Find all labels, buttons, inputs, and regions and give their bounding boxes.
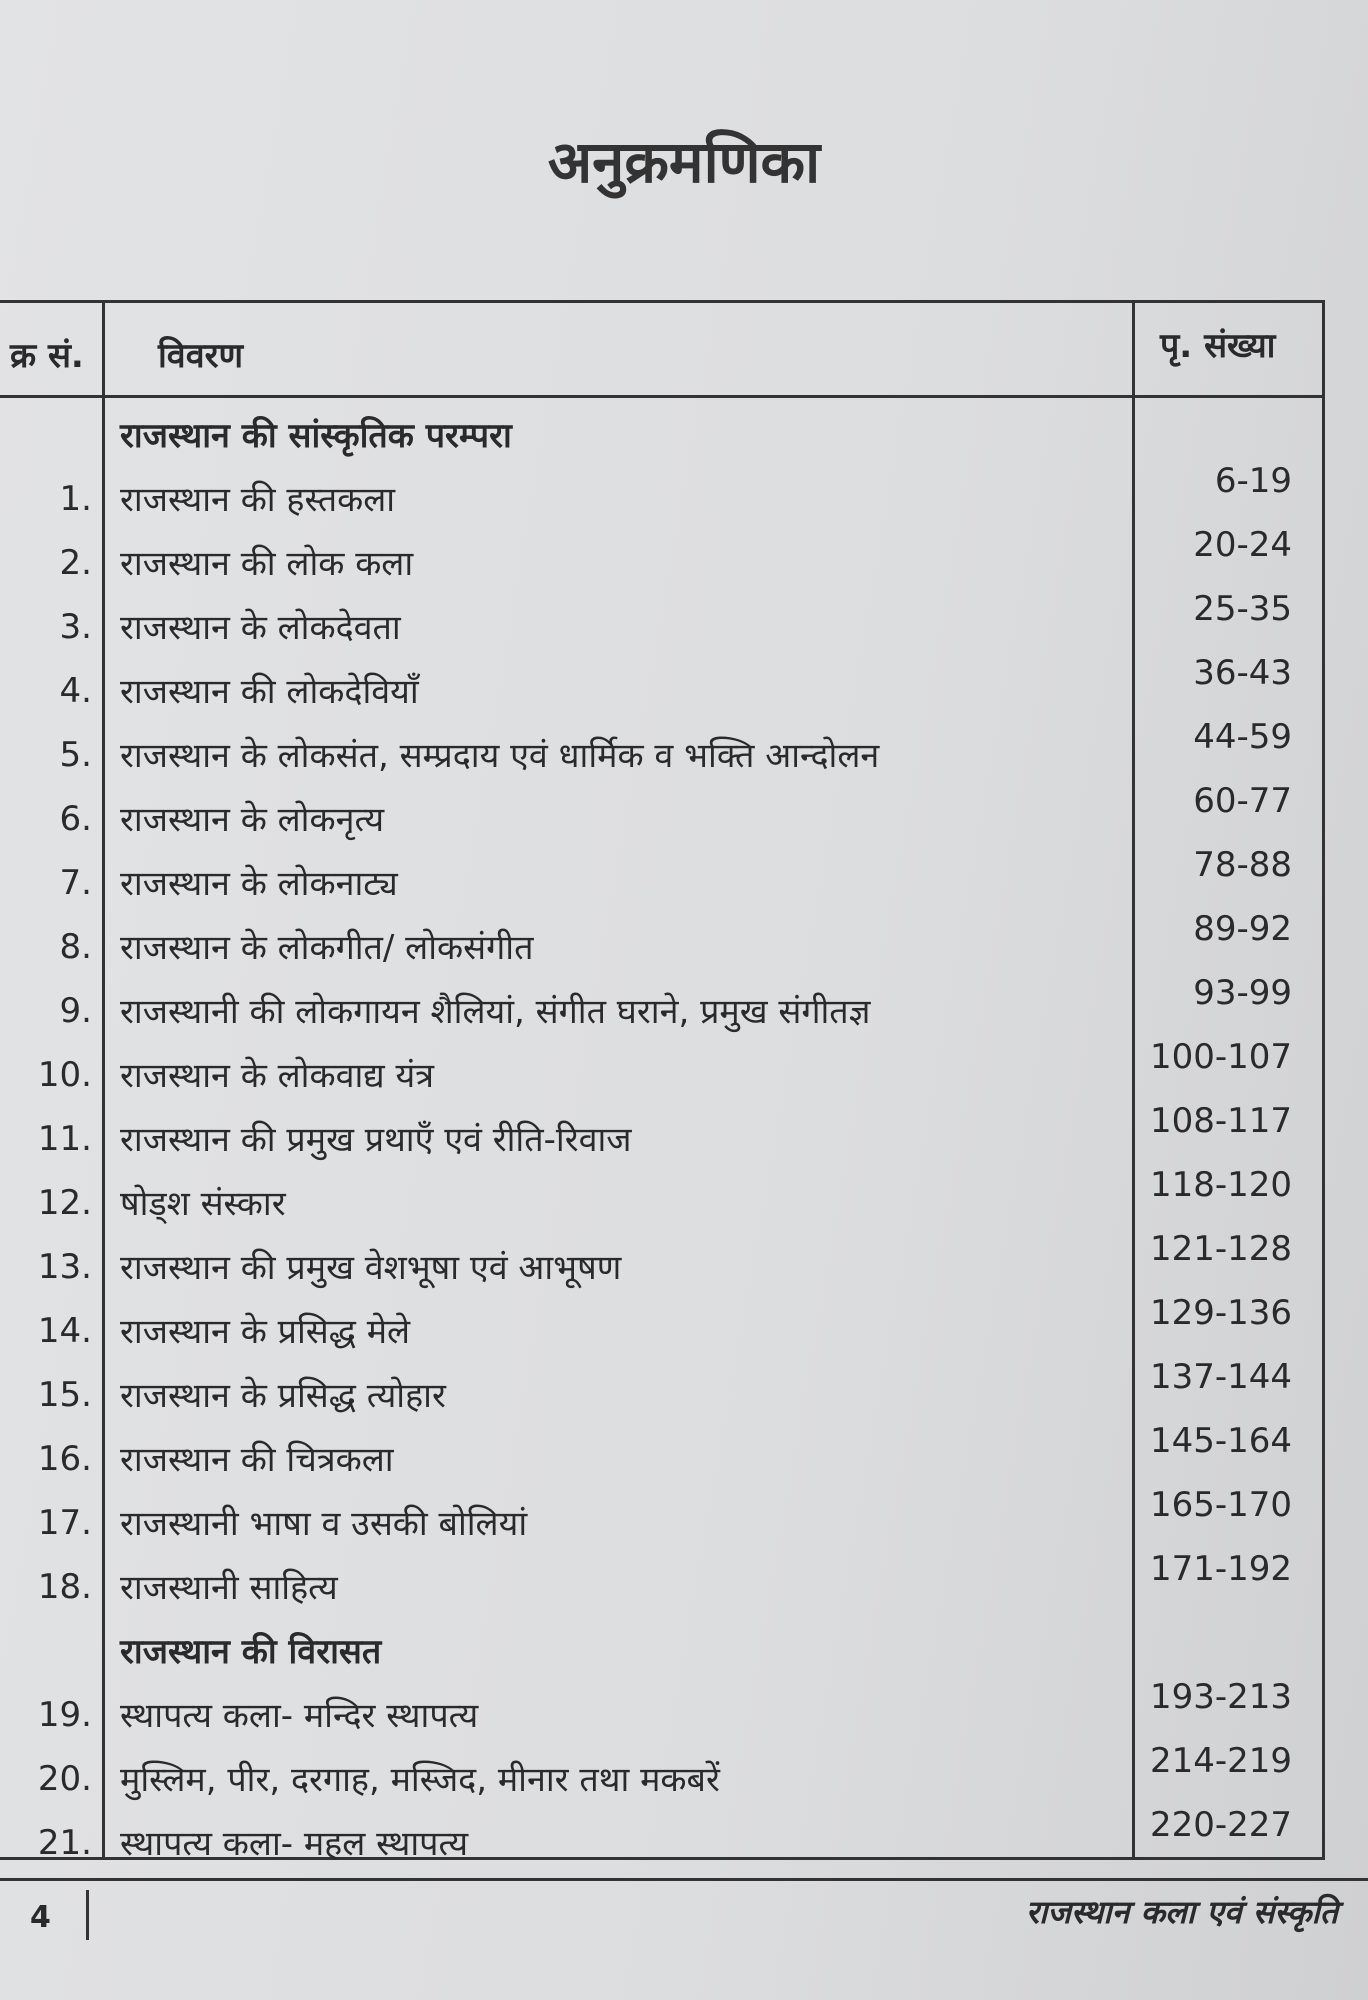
footer-divider (86, 1890, 89, 1940)
page-range: 20-24 (1193, 525, 1292, 565)
chapter-title: राजस्थानी भाषा व उसकी बोलियां (120, 1504, 528, 1544)
page-range: 118-120 (1149, 1165, 1292, 1205)
table-row (0, 1165, 1322, 1235)
serial-number: 19. (37, 1695, 92, 1735)
page-title: अनुक्रमणिका (547, 128, 821, 196)
chapter-title: राजस्थान के लोकदेवता (120, 608, 401, 648)
page-range: 93-99 (1193, 973, 1292, 1013)
chapter-title: राजस्थान की प्रमुख प्रथाएँ एवं रीति-रिवाज (120, 1120, 632, 1160)
table-row (0, 1101, 1322, 1171)
chapter-title: राजस्थान की लोक कला (120, 544, 414, 584)
serial-number: 6. (59, 799, 92, 839)
page-range: 25-35 (1193, 589, 1292, 629)
page-range: 100-107 (1149, 1037, 1292, 1077)
chapter-title: राजस्थान की हस्तकला (120, 480, 396, 520)
chapter-title: राजस्थान के प्रसिद्ध मेले (120, 1312, 411, 1352)
table-row (0, 1229, 1322, 1299)
serial-number: 7. (59, 863, 92, 903)
page-range: 78-88 (1193, 845, 1292, 885)
chapter-title: राजस्थान के लोकनृत्य (120, 800, 385, 840)
section-heading (0, 1619, 1322, 1683)
chapter-title: राजस्थानी की लोकगायन शैलियां, संगीत घराने, प्रमुख संगीतज्ञ (120, 992, 871, 1032)
table-row (0, 717, 1322, 787)
page-range: 193-213 (1149, 1677, 1292, 1717)
serial-number: 10. (37, 1055, 92, 1095)
table-row (0, 973, 1322, 1043)
table-row (0, 653, 1322, 723)
serial-number: 21. (37, 1823, 92, 1863)
serial-number: 15. (37, 1375, 92, 1415)
page-range: 36-43 (1193, 653, 1292, 693)
serial-number: 12. (37, 1183, 92, 1223)
page-number: 4 (30, 1900, 51, 1935)
page-range: 129-136 (1149, 1293, 1292, 1333)
chapter-title: राजस्थान की चित्रकला (120, 1440, 394, 1480)
book-title: राजस्थान कला एवं संस्कृति (1025, 1893, 1338, 1931)
serial-number: 11. (37, 1119, 92, 1159)
page-range: 44-59 (1193, 717, 1292, 757)
serial-number: 9. (59, 991, 92, 1031)
page-range: 89-92 (1193, 909, 1292, 949)
page-range: 121-128 (1149, 1229, 1292, 1269)
serial-number: 8. (59, 927, 92, 967)
header-serial: क्र सं. (10, 336, 84, 376)
page-range: 60-77 (1193, 781, 1292, 821)
chapter-title: राजस्थान के लोकगीत/ लोकसंगीत (120, 928, 534, 968)
section-heading (0, 403, 1322, 467)
chapter-title: राजस्थान के प्रसिद्ध त्योहार (120, 1376, 446, 1416)
page-range: 171-192 (1149, 1549, 1292, 1589)
header-description: विवरण (158, 336, 244, 376)
chapter-title: राजस्थान के लोकवाद्य यंत्र (120, 1056, 435, 1096)
table-row (0, 1741, 1322, 1811)
table-row (0, 1677, 1322, 1747)
page-range: 137-144 (1149, 1357, 1292, 1397)
table-header (0, 303, 1322, 398)
page-range: 145-164 (1149, 1421, 1292, 1461)
table-row (0, 781, 1322, 851)
chapter-title: राजस्थान के लोकसंत, सम्प्रदाय एवं धार्मिक व भक्ति आन्दोलन (120, 736, 880, 776)
section-title: राजस्थान की विरासत (120, 1632, 382, 1672)
serial-number: 18. (37, 1567, 92, 1607)
table-row (0, 1037, 1322, 1107)
serial-number: 20. (37, 1759, 92, 1799)
chapter-title: राजस्थानी साहित्य (120, 1568, 338, 1608)
footer-rule (0, 1878, 1368, 1881)
serial-number: 3. (59, 607, 92, 647)
table-row (0, 589, 1322, 659)
table-row (0, 1549, 1322, 1619)
page-range: 220-227 (1149, 1805, 1292, 1845)
serial-number: 14. (37, 1311, 92, 1351)
chapter-title: राजस्थान के लोकनाट्य (120, 864, 398, 904)
table-row (0, 1805, 1322, 1875)
chapter-title: स्थापत्य कला- मन्दिर स्थापत्य (120, 1696, 479, 1736)
table-row (0, 909, 1322, 979)
table-row (0, 461, 1322, 531)
table-row (0, 1485, 1322, 1555)
page-range: 165-170 (1149, 1485, 1292, 1525)
contents-table (0, 300, 1325, 1864)
table-row (0, 845, 1322, 915)
serial-number: 2. (59, 543, 92, 583)
table-row (0, 1421, 1322, 1491)
serial-number: 13. (37, 1247, 92, 1287)
chapter-title: राजस्थान की लोकदेवियाँ (120, 672, 419, 712)
table-row (0, 1293, 1322, 1363)
section-title: राजस्थान की सांस्कृतिक परम्परा (120, 416, 512, 456)
chapter-title: स्थापत्य कला- महल स्थापत्य (120, 1824, 469, 1864)
page-range: 108-117 (1149, 1101, 1292, 1141)
serial-number: 5. (59, 735, 92, 775)
header-page: पृ. संख्या (1160, 326, 1276, 366)
serial-number: 16. (37, 1439, 92, 1479)
page-range: 214-219 (1149, 1741, 1292, 1781)
chapter-title: षोड्श संस्कार (120, 1184, 286, 1224)
serial-number: 4. (59, 671, 92, 711)
table-row (0, 525, 1322, 595)
serial-number: 17. (37, 1503, 92, 1543)
serial-number: 1. (59, 479, 92, 519)
chapter-title: मुस्लिम, पीर, दरगाह, मस्जिद, मीनार तथा मकबरें (120, 1760, 720, 1800)
table-row (0, 1357, 1322, 1427)
chapter-title: राजस्थान की प्रमुख वेशभूषा एवं आभूषण (120, 1248, 622, 1288)
page-range: 6-19 (1214, 461, 1292, 501)
